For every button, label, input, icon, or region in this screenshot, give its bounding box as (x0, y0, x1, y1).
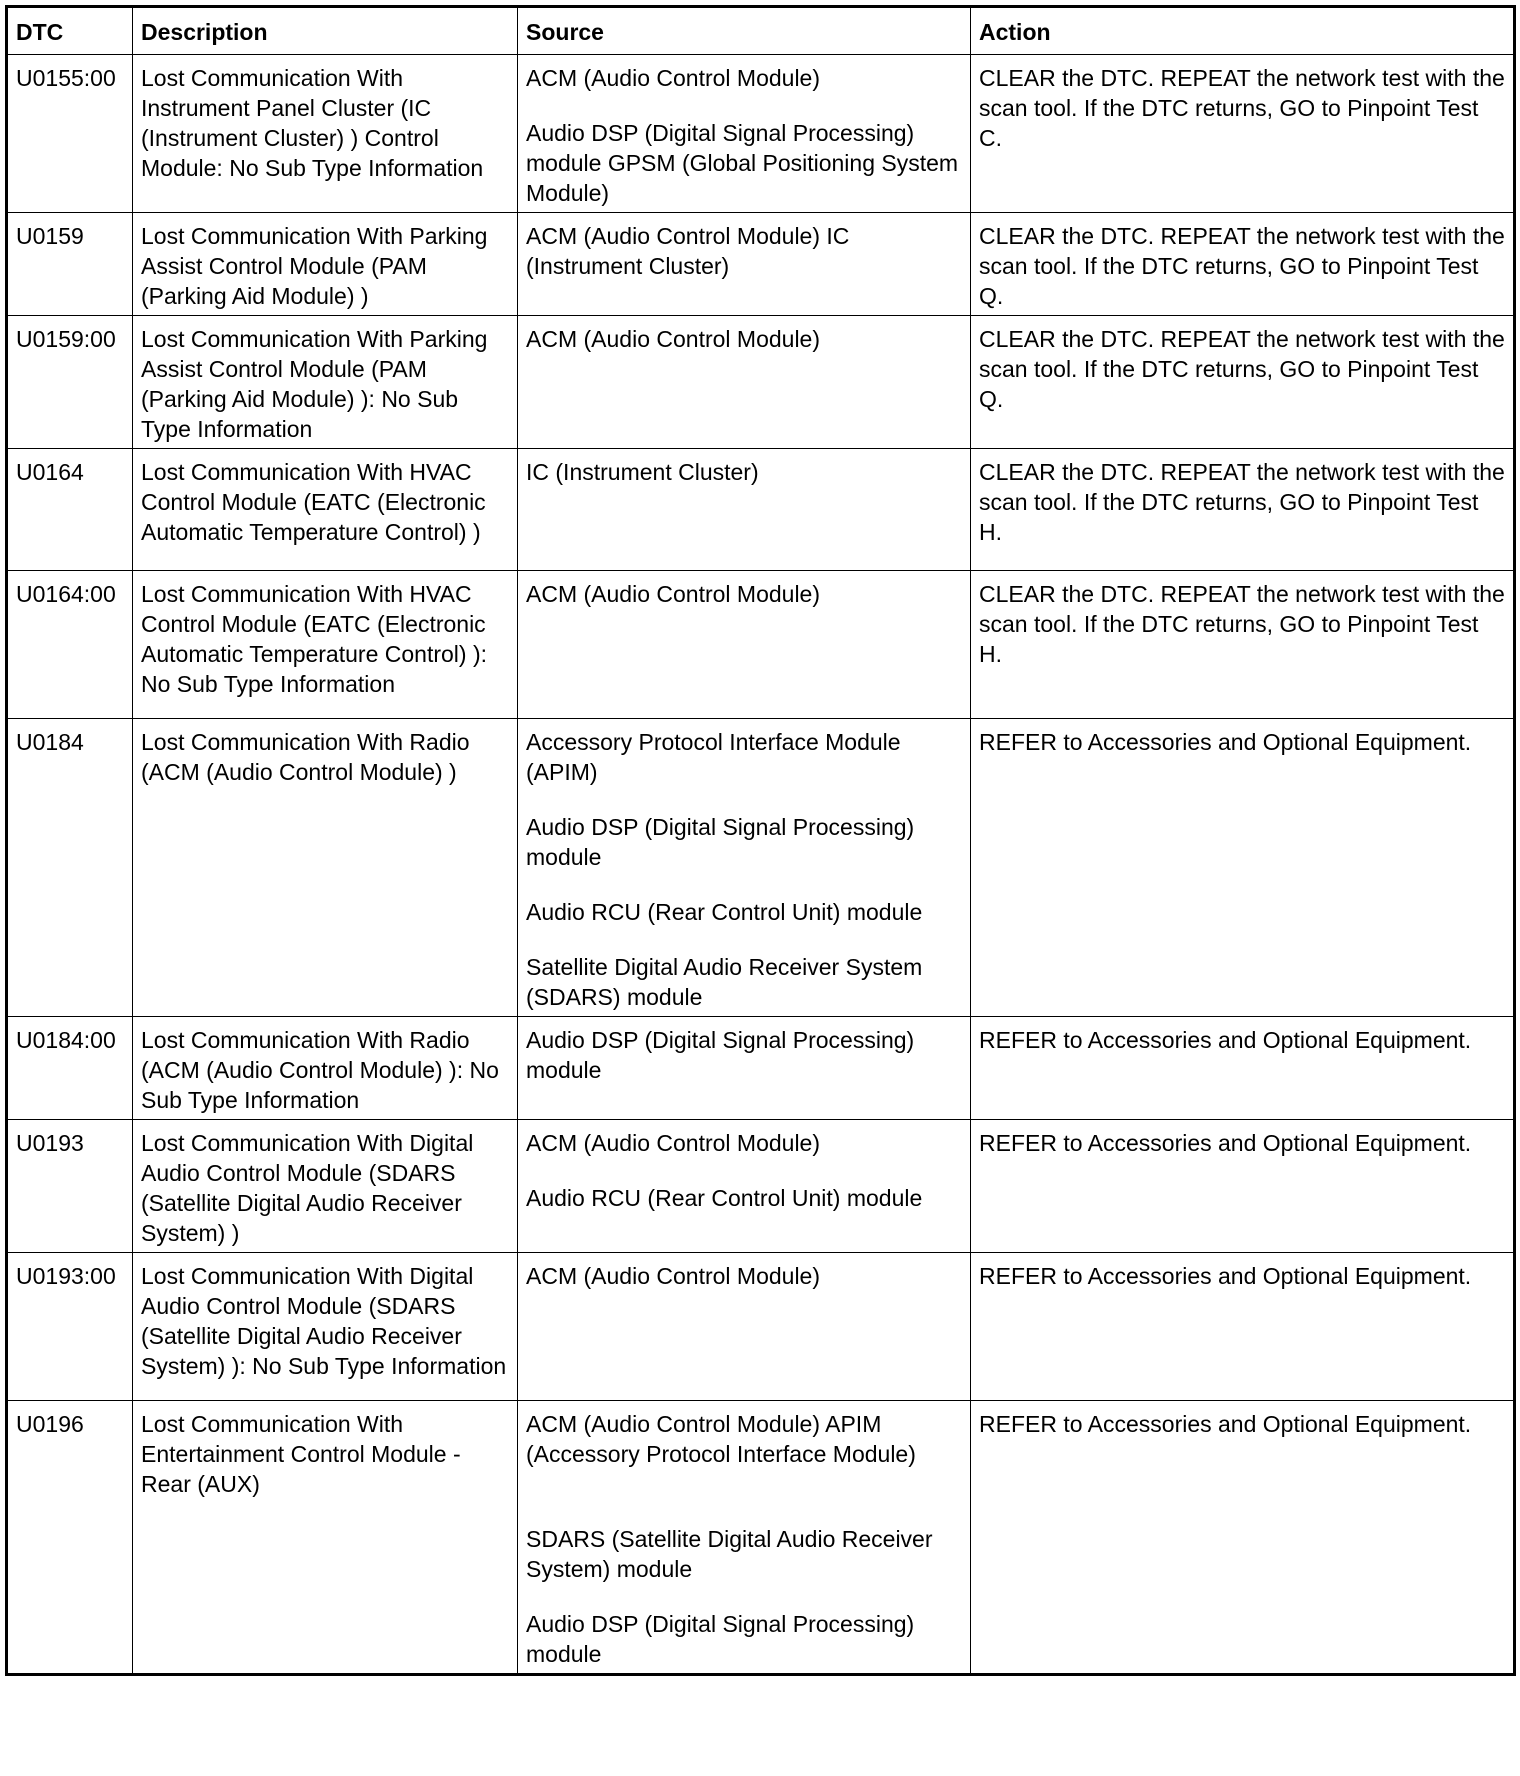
source-entry: ACM (Audio Control Module) (526, 1130, 821, 1156)
dtc-action: CLEAR the DTC. REPEAT the network test with the scan tool. If the DTC returns, GO to Pinpoint Test H. (971, 449, 1515, 571)
dtc-description: Lost Communication With Digital Audio Control Module (SDARS (Satellite Digital Audio Receiver System) ): No Sub Type Information (133, 1253, 518, 1401)
dtc-action: REFER to Accessories and Optional Equipment. (971, 1253, 1515, 1401)
dtc-action: REFER to Accessories and Optional Equipment. (971, 1017, 1515, 1120)
table-row (7, 1401, 1515, 1675)
dtc-description: Lost Communication With HVAC Control Module (EATC (Electronic Automatic Temperature Control) ): No Sub Type Information (133, 571, 518, 719)
table-header (7, 7, 1515, 55)
dtc-description: Lost Communication With Radio (ACM (Audio Control Module) ) (133, 719, 518, 1017)
dtc-source-cell (518, 449, 971, 571)
table-row (7, 213, 1515, 316)
table-row (7, 1253, 1515, 1401)
dtc-source-cell (518, 571, 971, 719)
dtc-code: U0193 (7, 1120, 133, 1253)
dtc-description: Lost Communication With Parking Assist Control Module (PAM (Parking Aid Module) ): No Sub Type Information (133, 316, 518, 449)
table-row (7, 449, 1515, 571)
dtc-code: U0164:00 (7, 571, 133, 719)
source-entry: Audio DSP (Digital Signal Processing) module GPSM (Global Positioning System Module) (526, 120, 959, 206)
header-description: Description (133, 7, 518, 55)
header-action: Action (971, 7, 1515, 55)
source-entry: ACM (Audio Control Module) (526, 65, 821, 91)
dtc-document-page (5, 5, 1513, 1771)
dtc-code: U0184 (7, 719, 133, 1017)
dtc-source-cell (518, 316, 971, 449)
source-entry: ACM (Audio Control Module) (526, 1263, 821, 1289)
dtc-table (5, 5, 1516, 1676)
source-entry: Audio DSP (Digital Signal Processing) module (526, 1611, 915, 1667)
dtc-description: Lost Communication With Radio (ACM (Audio Control Module) ): No Sub Type Information (133, 1017, 518, 1120)
dtc-code: U0159:00 (7, 316, 133, 449)
source-entry: ACM (Audio Control Module) (526, 326, 821, 352)
dtc-code: U0193:00 (7, 1253, 133, 1401)
source-entry: Accessory Protocol Interface Module (APIM) (526, 729, 901, 785)
source-entry: SDARS (Satellite Digital Audio Receiver System) module (526, 1526, 933, 1582)
table-row (7, 1017, 1515, 1120)
source-entry: Audio DSP (Digital Signal Processing) module (526, 1027, 915, 1083)
source-entry: Audio RCU (Rear Control Unit) module (526, 899, 923, 925)
dtc-description: Lost Communication With Parking Assist Control Module (PAM (Parking Aid Module) ) (133, 213, 518, 316)
dtc-source-cell (518, 1253, 971, 1401)
header-source: Source (518, 7, 971, 55)
dtc-source-cell (518, 1120, 971, 1253)
dtc-source-cell (518, 719, 971, 1017)
source-entry: IC (Instrument Cluster) (526, 459, 759, 485)
dtc-description: Lost Communication With Entertainment Control Module - Rear (AUX) (133, 1401, 518, 1675)
header-dtc: DTC (7, 7, 133, 55)
dtc-code: U0196 (7, 1401, 133, 1675)
source-entry: Satellite Digital Audio Receiver System (SDARS) module (526, 954, 923, 1010)
dtc-code: U0159 (7, 213, 133, 316)
source-entry: ACM (Audio Control Module) APIM (Accessory Protocol Interface Module) (526, 1411, 916, 1467)
table-row (7, 719, 1515, 1017)
dtc-action: CLEAR the DTC. REPEAT the network test with the scan tool. If the DTC returns, GO to Pinpoint Test C. (971, 55, 1515, 213)
dtc-code: U0184:00 (7, 1017, 133, 1120)
table-row (7, 1120, 1515, 1253)
dtc-description: Lost Communication With Instrument Panel Cluster (IC (Instrument Cluster) ) Control Module: No Sub Type Information (133, 55, 518, 213)
dtc-code: U0155:00 (7, 55, 133, 213)
dtc-action: REFER to Accessories and Optional Equipment. (971, 1120, 1515, 1253)
dtc-action: CLEAR the DTC. REPEAT the network test with the scan tool. If the DTC returns, GO to Pinpoint Test Q. (971, 316, 1515, 449)
header-row (7, 7, 1515, 55)
dtc-description: Lost Communication With Digital Audio Control Module (SDARS (Satellite Digital Audio Receiver System) ) (133, 1120, 518, 1253)
source-entry: Audio DSP (Digital Signal Processing) module (526, 814, 915, 870)
table-row (7, 571, 1515, 719)
table-row (7, 55, 1515, 213)
dtc-source-cell (518, 213, 971, 316)
source-entry: ACM (Audio Control Module) (526, 581, 821, 607)
dtc-code: U0164 (7, 449, 133, 571)
dtc-source-cell (518, 1017, 971, 1120)
source-entry: Audio RCU (Rear Control Unit) module (526, 1185, 923, 1211)
dtc-action: REFER to Accessories and Optional Equipment. (971, 1401, 1515, 1675)
dtc-source-cell (518, 1401, 971, 1675)
dtc-action: CLEAR the DTC. REPEAT the network test with the scan tool. If the DTC returns, GO to Pinpoint Test H. (971, 571, 1515, 719)
table-body (7, 55, 1515, 1675)
dtc-description: Lost Communication With HVAC Control Module (EATC (Electronic Automatic Temperature Control) ) (133, 449, 518, 571)
dtc-source-cell (518, 55, 971, 213)
dtc-action: REFER to Accessories and Optional Equipment. (971, 719, 1515, 1017)
table-row (7, 316, 1515, 449)
dtc-action: CLEAR the DTC. REPEAT the network test with the scan tool. If the DTC returns, GO to Pinpoint Test Q. (971, 213, 1515, 316)
source-entry: ACM (Audio Control Module) IC (Instrument Cluster) (526, 223, 850, 279)
